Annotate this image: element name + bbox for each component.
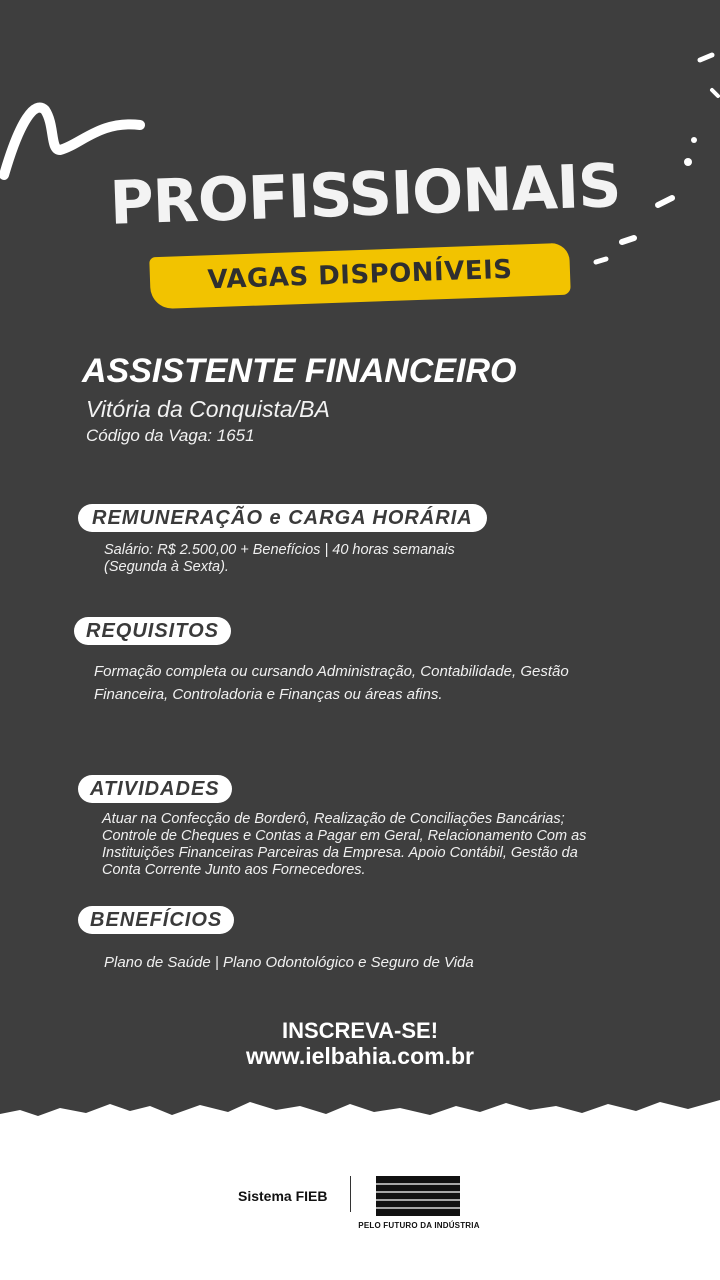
beneficios-text bbox=[104, 954, 474, 971]
atividades-line-2: Controle de Cheques e Contas a Pagar em Geral, Relacionamento Com as bbox=[102, 828, 587, 844]
section-label-atividades: ATIVIDADES bbox=[78, 775, 232, 803]
job-title: ASSISTENTE FINANCEIRO bbox=[82, 352, 517, 390]
requisitos-line-2: Financeira, Controladoria e Finanças ou áreas afins. bbox=[94, 686, 443, 703]
remuneracao-text bbox=[104, 542, 455, 576]
atividades-line-1: Atuar na Confecção de Borderô, Realização de Conciliações Bancárias; bbox=[102, 811, 565, 827]
requisitos-line-1: Formação completa ou cursando Administração, Contabilidade, Gestão bbox=[94, 663, 569, 680]
footer-torn-paper bbox=[0, 1100, 720, 1280]
atividades-line-3: Instituições Financeiras Parceiras da Empresa. Apoio Contábil, Gestão da bbox=[102, 845, 578, 861]
hero-subtitle: VAGAS DISPONÍVEIS bbox=[207, 254, 513, 296]
section-label-requisitos: REQUISITOS bbox=[74, 617, 231, 645]
iel-logo bbox=[376, 1176, 460, 1216]
requisitos-text bbox=[94, 660, 569, 706]
beneficios-line-1: Plano de Saúde | Plano Odontológico e Seguro de Vida bbox=[104, 954, 474, 971]
brand-sistema-fieb: Sistema FIEB bbox=[238, 1188, 328, 1204]
cta-website-link[interactable]: www.ielbahia.com.br bbox=[246, 1043, 474, 1069]
brand-divider bbox=[350, 1176, 351, 1212]
remuneracao-line-2: (Segunda à Sexta). bbox=[104, 559, 229, 575]
cta-inscreva: INSCREVA-SE! bbox=[281, 1018, 439, 1043]
hero-title: PROFISSIONAIS bbox=[108, 151, 622, 239]
atividades-line-4: Conta Corrente Junto aos Fornecedores. bbox=[102, 862, 366, 878]
brand-tagline: PELO FUTURO DA INDÚSTRIA bbox=[358, 1221, 480, 1230]
remuneracao-line-1: Salário: R$ 2.500,00 + Benefícios | 40 horas semanais bbox=[104, 542, 455, 558]
atividades-text bbox=[102, 811, 586, 879]
section-label-remuneracao: REMUNERAÇÃO e CARGA HORÁRIA bbox=[78, 504, 487, 532]
job-location: Vitória da Conquista/BA bbox=[86, 396, 330, 422]
section-label-beneficios: BENEFÍCIOS bbox=[78, 906, 234, 934]
job-code: Código da Vaga: 1651 bbox=[86, 426, 255, 445]
